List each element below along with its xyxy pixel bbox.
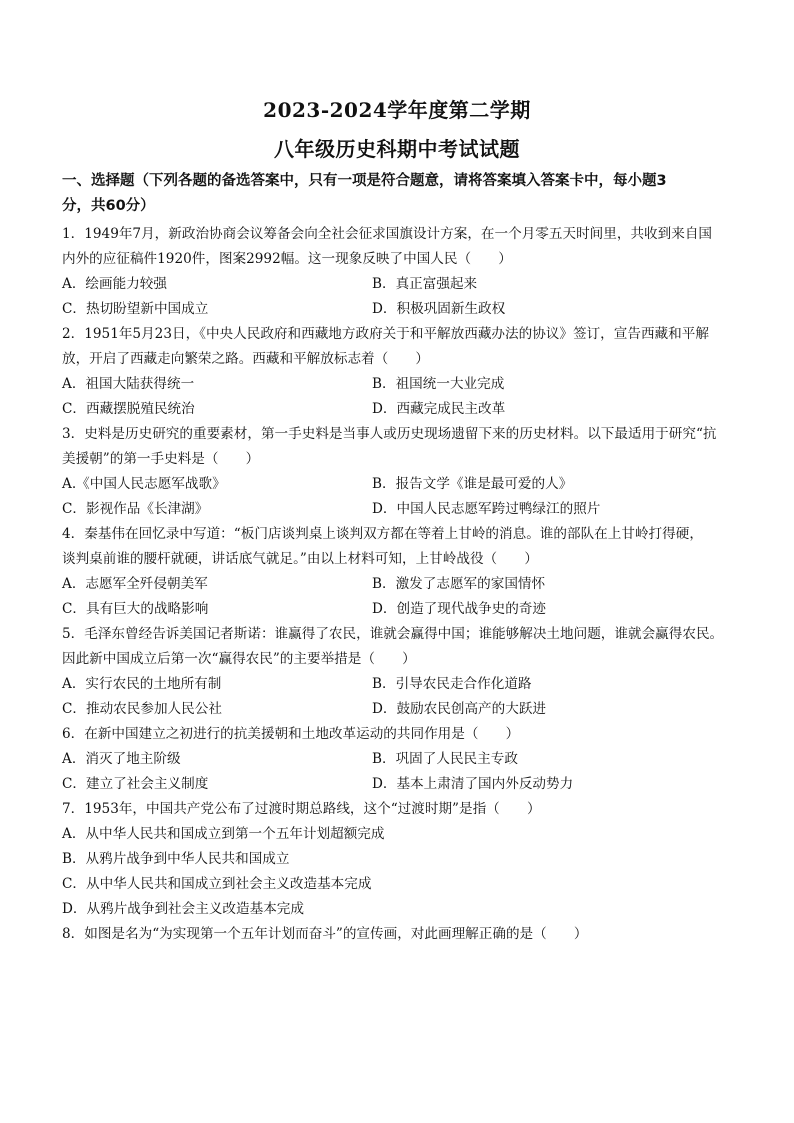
question-1-stem-line-2: 内外的应征稿件1920件，图案2992幅。这一现象反映了中国人民（ ） xyxy=(62,251,512,267)
question-3-stem-line-2: 美援朝”的第一手史料是（ ） xyxy=(62,451,260,467)
question-2-option-c[interactable]: C．西藏摆脱殖民统治 xyxy=(62,401,195,417)
question-2-option-a[interactable]: A．祖国大陆获得统一 xyxy=(62,376,195,392)
section-heading xyxy=(62,169,742,219)
question-7-option-c[interactable]: C．从中华人民共和国成立到社会主义改造基本完成 xyxy=(62,876,372,892)
page-subtitle: 八年级历史科期中考试试题 xyxy=(274,137,520,161)
question-2-option-b[interactable]: B．祖国统一大业完成 xyxy=(372,376,505,392)
question-2-option-d[interactable]: D．西藏完成民主改革 xyxy=(372,401,506,417)
question-7-stem: 7．1953年，中国共产党公布了过渡时期总路线，这个“过渡时期”是指（ ） xyxy=(62,801,541,817)
question-5-stem-line-2: 因此新中国成立后第一次“赢得农民”的主要举措是（ ） xyxy=(62,651,416,667)
question-1-option-b[interactable]: B．真正富强起来 xyxy=(372,276,478,292)
question-2-stem-line-1: 2．1951年5月23日，《中央人民政府和西藏地方政府关于和平解放西藏办法的协议》签订，宣告西藏和平解 xyxy=(62,326,709,342)
question-6-option-c[interactable]: C．建立了社会主义制度 xyxy=(62,776,209,792)
question-3-stem-line-1: 3．史料是历史研究的重要素材，第一手史料是当事人或历史现场遗留下来的历史材料。以下最适用于研究“抗 xyxy=(62,426,717,442)
question-3-option-c[interactable]: C．影视作品《长津湖》 xyxy=(62,501,209,517)
question-6-option-d[interactable]: D．基本上肃清了国内外反动势力 xyxy=(372,776,574,792)
question-4-option-c[interactable]: C．具有巨大的战略影响 xyxy=(62,601,209,617)
question-1-option-d[interactable]: D．积极巩固新生政权 xyxy=(372,301,506,317)
question-4-option-d[interactable]: D．创造了现代战争史的奇迹 xyxy=(372,601,547,617)
question-7-option-a[interactable]: A．从中华人民共和国成立到第一个五年计划超额完成 xyxy=(62,826,385,842)
question-4-option-b[interactable]: B．激发了志愿军的家国情怀 xyxy=(372,576,546,592)
question-7-option-d[interactable]: D．从鸦片战争到社会主义改造基本完成 xyxy=(62,901,304,917)
question-5-option-c[interactable]: C．推动农民参加人民公社 xyxy=(62,701,222,717)
question-5-option-b[interactable]: B．引导农民走合作化道路 xyxy=(372,676,532,692)
question-6-option-b[interactable]: B．巩固了人民民主专政 xyxy=(372,751,518,767)
question-3-option-a[interactable]: A.《中国人民志愿军战歌》 xyxy=(62,476,226,492)
section-heading-line-2: 分，共60分） xyxy=(62,198,155,214)
question-1-option-a[interactable]: A．绘画能力较强 xyxy=(62,276,167,292)
question-5-stem-line-1: 5．毛泽东曾经告诉美国记者斯诺：谁赢得了农民，谁就会赢得中国；谁能够解决土地问题，谁就会赢得农民。 xyxy=(62,626,724,642)
question-8-stem: 8．如图是名为“为实现第一个五年计划而奋斗”的宣传画，对此画理解正确的是（ ） xyxy=(62,926,588,942)
question-4-stem-line-2: 谈判桌前谁的腰杆就硬，讲话底气就足。”由以上材料可知，上甘岭战役（ ） xyxy=(62,551,538,567)
question-5-option-a[interactable]: A．实行农民的土地所有制 xyxy=(62,676,222,692)
question-4-stem-line-1: 4．秦基伟在回忆录中写道：“板门店谈判桌上谈判双方都在等着上甘岭的消息。谁的部队在上甘岭打得硬， xyxy=(62,526,703,542)
question-2-stem-line-2: 放，开启了西藏走向繁荣之路。西藏和平解放标志着（ ） xyxy=(62,351,430,367)
question-4-option-a[interactable]: A．志愿军全歼侵朝美军 xyxy=(62,576,208,592)
page-title: 2023-2024学年度第二学期 xyxy=(263,98,531,122)
question-3-option-b[interactable]: B．报告文学《谁是最可爱的人》 xyxy=(372,476,573,492)
question-1-option-c[interactable]: C．热切盼望新中国成立 xyxy=(62,301,209,317)
question-7-option-b[interactable]: B．从鸦片战争到中华人民共和国成立 xyxy=(62,851,290,867)
question-3-option-d[interactable]: D．中国人民志愿军跨过鸭绿江的照片 xyxy=(372,501,601,517)
question-1-stem-line-1: 1．1949年7月，新政治协商会议筹备会向全社会征求国旗设计方案，在一个月零五天时间里，共收到来自国 xyxy=(62,226,713,242)
question-6-option-a[interactable]: A．消灭了地主阶级 xyxy=(62,751,181,767)
question-6-stem: 6．在新中国建立之初进行的抗美援朝和土地改革运动的共同作用是（ ） xyxy=(62,726,520,742)
section-heading-line-1: 一、选择题（下列各题的备选答案中，只有一项是符合题意，请将答案填入答案卡中，每小题3 xyxy=(62,173,667,189)
question-5-option-d[interactable]: D．鼓励农民创高产的大跃进 xyxy=(372,701,547,717)
